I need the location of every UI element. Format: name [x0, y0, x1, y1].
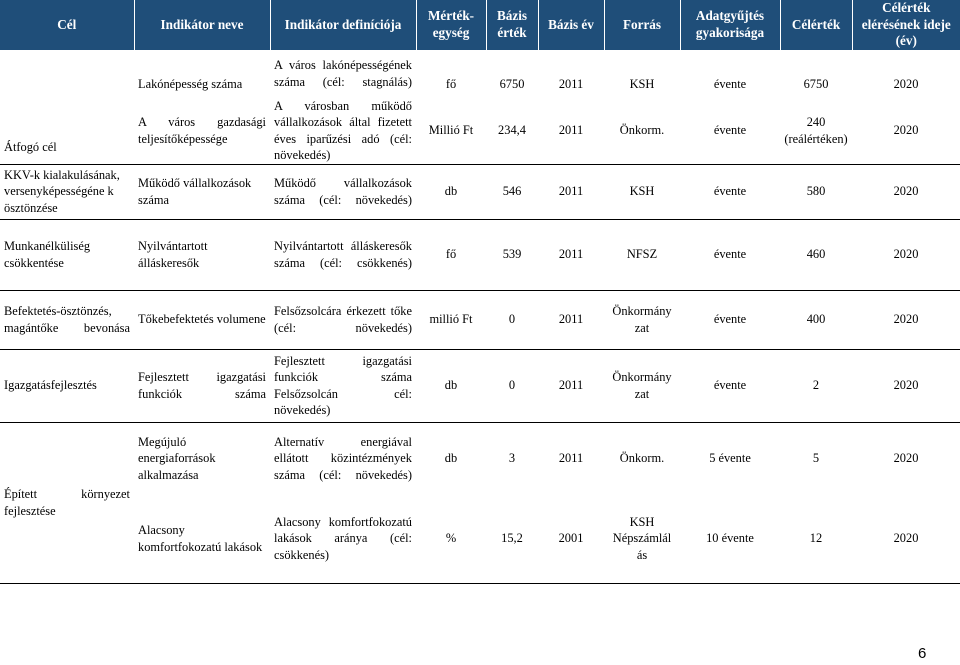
base-value-cell: 0 [486, 349, 538, 422]
table-row [0, 290, 960, 349]
source-cell: KSH Népszámlál ás [612, 515, 672, 562]
indicator-definition: Alternatív energiával ellátott közintézmények száma (cél: növekedés) [270, 422, 416, 495]
frequency-cell: 10 évente [706, 531, 754, 546]
target-value-cell: 400 [780, 290, 852, 349]
header-bazis-ertek: Bázis érték [486, 0, 538, 50]
base-year-cell: 2011 [558, 123, 584, 138]
header-gyakorisag: Adatgyűjtés gyakorisága [680, 0, 780, 50]
base-value-cell: 15,2 [501, 531, 523, 546]
target-value-cell: 580 [780, 164, 852, 219]
table-row [0, 495, 960, 584]
source-cell: Önkorm. [604, 422, 680, 495]
unit-cell: millió Ft [416, 290, 486, 349]
indicator-name: Nyilvántartott álláskeresők [134, 219, 270, 290]
table-row [0, 219, 960, 290]
target-value-cell: 240 (reálértéken) [784, 115, 848, 146]
base-value-cell: 539 [486, 219, 538, 290]
indicator-name: Alacsony komfortfokozatú lakások [138, 523, 263, 554]
goal-cell: Épített környezet fejlesztése [0, 422, 134, 583]
indicator-name: Megújuló energiaforrások alkalmazása [134, 422, 270, 495]
unit-cell: db [416, 422, 486, 495]
indicator-name: Fejlesztett igazgatási funkciók száma [134, 349, 270, 422]
header-celertek-ideje: Célérték elérésének ideje (év) [852, 0, 960, 50]
indicator-name: Tőkebefektetés volumene [134, 290, 270, 349]
target-year-cell: 2020 [852, 219, 960, 290]
base-year-cell: 2011 [538, 290, 604, 349]
unit-cell: fő [416, 219, 486, 290]
indicator-definition: Működő vállalkozások száma (cél: növekedés) [270, 164, 416, 219]
target-year-cell: 2020 [852, 164, 960, 219]
base-value-cell: 6750 [499, 77, 525, 92]
header-celertek: Célérték [780, 0, 852, 50]
frequency-cell: évente [713, 77, 747, 92]
table-row [0, 422, 960, 495]
frequency-cell: évente [680, 219, 780, 290]
base-value-cell: 546 [486, 164, 538, 219]
header-indikator-definicio: Indikátor definíciója [270, 0, 416, 50]
source-cell: Önkorm. [619, 123, 665, 138]
goal-cell: KKV-k kialakulásának, versenyképességéne k ösztönzése [0, 164, 134, 219]
header-row [0, 0, 960, 50]
source-cell: NFSZ [604, 219, 680, 290]
source-cell: Önkormány zat [604, 290, 680, 349]
indicator-definition: Alacsony komfortfokozatú lakások aránya (cél: csökkenés) [274, 515, 412, 562]
target-value-cell: 6750 [803, 77, 829, 92]
base-year-cell: 2011 [538, 164, 604, 219]
table-bottom-border [0, 583, 960, 600]
indicator-definition: Fejlesztett igazgatási funkciók száma Felsőzsolcán cél: növekedés) [270, 349, 416, 422]
source-cell: Önkormány zat [604, 349, 680, 422]
base-value-cell: 234,4 [498, 123, 526, 138]
frequency-cell: évente [680, 164, 780, 219]
frequency-cell: évente [713, 123, 747, 138]
table-row [0, 98, 960, 165]
page-number: 6 [918, 645, 927, 662]
header-cel: Cél [0, 0, 134, 50]
base-year-cell: 2011 [538, 349, 604, 422]
header-mertekegyseg: Mérték-egység [416, 0, 486, 50]
unit-cell: % [445, 531, 457, 546]
goal-cell: Igazgatásfejlesztés [0, 349, 134, 422]
base-year-cell: 2001 [558, 531, 584, 546]
base-year-cell: 2011 [538, 219, 604, 290]
table-row [0, 164, 960, 219]
target-value-cell: 12 [809, 531, 823, 546]
target-year-cell: 2020 [852, 290, 960, 349]
table-end [0, 583, 960, 600]
base-year-cell: 2011 [558, 77, 584, 92]
goal-cell: Befektetés-ösztönzés, magántőke bevonása [0, 290, 134, 349]
frequency-cell: évente [680, 290, 780, 349]
target-year-cell: 2020 [893, 123, 919, 138]
goal-cell: Átfogó cél [4, 140, 57, 155]
indicator-name: Lakónépesség száma [138, 77, 243, 92]
source-cell: KSH [604, 164, 680, 219]
target-year-cell: 2020 [893, 531, 919, 546]
header-indikator-neve: Indikátor neve [134, 0, 270, 50]
unit-cell: Millió Ft [428, 123, 474, 138]
indicator-definition: A városban működő vállalkozások által fizetett éves iparűzési adó (cél: növekedés) [274, 99, 412, 162]
goal-cell: Munkanélküliség csökkentése [0, 219, 134, 290]
indicator-name: Működő vállalkozások száma [134, 164, 270, 219]
base-value-cell: 3 [486, 422, 538, 495]
target-year-cell: 2020 [852, 422, 960, 495]
indicator-definition: Felsőzsolcára érkezett tőke (cél: növekedés) [270, 290, 416, 349]
header-bazis-ev: Bázis év [538, 0, 604, 50]
base-value-cell: 0 [486, 290, 538, 349]
base-year-cell: 2011 [538, 422, 604, 495]
indicator-name: A város gazdasági teljesítőképessége [138, 115, 266, 146]
indicator-definition: Nyilvántartott álláskeresők száma (cél: csökkenés) [270, 219, 416, 290]
header-forras: Forrás [604, 0, 680, 50]
target-value-cell: 2 [780, 349, 852, 422]
target-value-cell: 5 [780, 422, 852, 495]
frequency-cell: 5 évente [680, 422, 780, 495]
target-value-cell: 460 [780, 219, 852, 290]
table-row [0, 50, 960, 98]
frequency-cell: évente [680, 349, 780, 422]
table-row [0, 349, 960, 422]
unit-cell: db [416, 164, 486, 219]
source-cell: KSH [629, 77, 655, 92]
target-year-cell: 2020 [852, 349, 960, 422]
target-year-cell: 2020 [893, 77, 919, 92]
indicator-definition: A város lakónépességének száma (cél: stagnálás) [274, 58, 412, 89]
unit-cell: fő [445, 77, 457, 92]
unit-cell: db [416, 349, 486, 422]
